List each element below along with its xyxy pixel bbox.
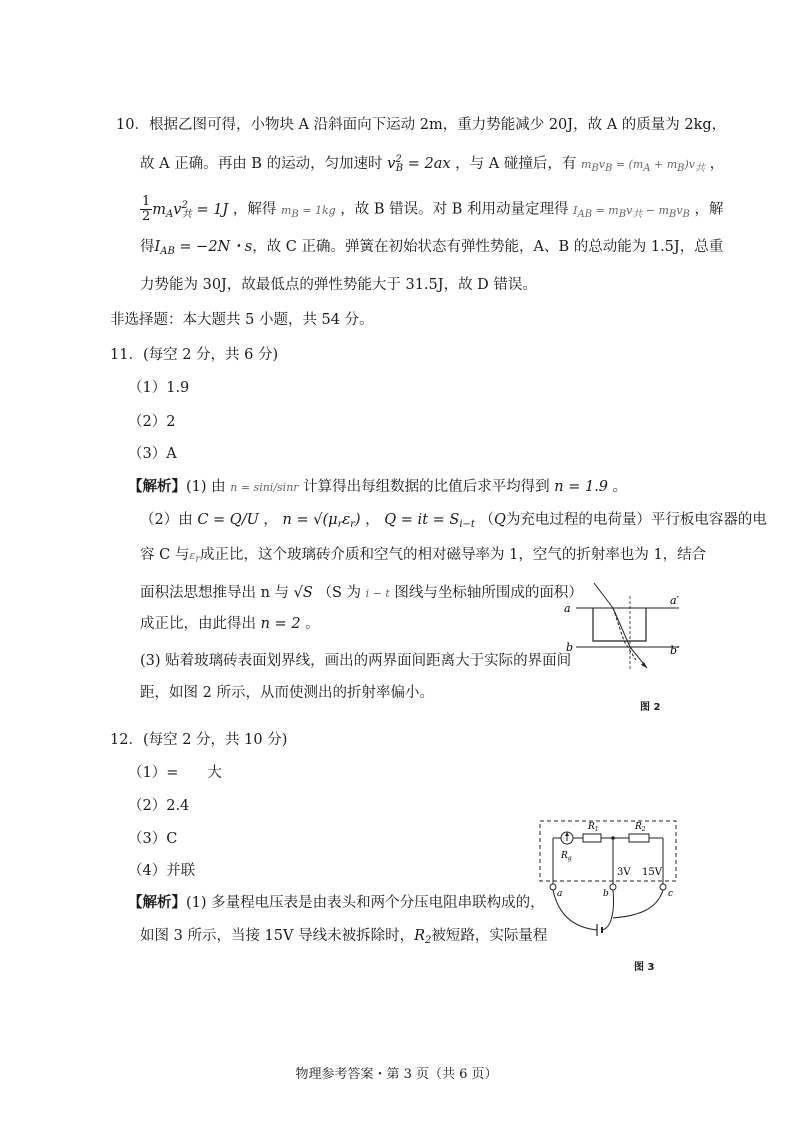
q12-answer-4: （4）并联 xyxy=(128,863,196,879)
q11-explain-4: 面积法思想推导出 n 与 √S （S 为 i − t 图线与坐标轴所围成的面积） xyxy=(140,585,583,601)
formula-momentum: mBvB = (mA + mB)v共 xyxy=(580,158,706,174)
formula-charge: Q = it = $S_{i-t}$ xyxy=(384,512,475,530)
svg-text:R2: $R_2$ xyxy=(635,822,646,833)
q12-answer-1: （1）= 大 xyxy=(128,765,222,781)
q10-line-2: 故 A 正确。再由 B 的运动，匀加速时 $v^2_B = 2ax$ ，与 A 碰撞后，有 mBvB = (mA + mB)v共 ， xyxy=(140,154,725,174)
figure-3-voltmeter-circuit xyxy=(537,818,683,943)
figure-3-caption: 图 3 xyxy=(634,962,655,973)
formula-v-squared: $v^2_B = 2ax$ xyxy=(387,154,451,174)
svg-text:a: a xyxy=(557,889,563,899)
q12-explain-1: 【解析】(1) 多量程电压表是由表头和两个分压电阻串联构成的， xyxy=(128,894,545,911)
q11-explain-2: （2）由 C = Q/U ， $n = √(\mu_r\varepsilon_r)$ ， Q = it = $S_{i-t}$ （Q为充电过程的电荷量）平行板电容器的电 xyxy=(140,512,767,530)
fraction-half: $\frac{1}{2}$ xyxy=(142,194,151,224)
symbol-epsilon: εr xyxy=(189,549,201,565)
q11-answer-2: （2）2 xyxy=(128,414,176,430)
q12-answer-3: （3）C xyxy=(128,831,178,847)
svg-text:Rg: $R_g$ xyxy=(561,851,572,862)
q11-explain-1: 【解析】(1) 由 n = sini/sinr 计算得出每组数据的比值后求平均得到 n = 1.9 。 xyxy=(128,478,628,495)
q12-title: 12．(每空 2 分，共 10 分) xyxy=(110,732,288,748)
q10-line-1: 10．根据乙图可得，小物块 A 沿斜面向下运动 2m，重力势能减少 20J，故 A 的质量为 2kg， xyxy=(116,117,727,133)
formula-kinetic: $m_Av^2_共 = 1J$ xyxy=(152,199,229,220)
svg-text:R1: $R_1$ xyxy=(588,822,599,833)
formula-n-equals-2: n = 2 xyxy=(260,616,301,632)
svg-text:a′: a′ xyxy=(670,594,680,607)
q12-explain-2: 如图 3 所示，当接 15V 导线未被拆除时，$R_2$被短路，实际量程 xyxy=(140,928,548,946)
formula-refraction: $n = √(\mu_r\varepsilon_r)$ xyxy=(282,512,361,530)
figure-2-caption: 图 2 xyxy=(640,702,661,713)
q11-explain-6: (3) 贴着玻璃砖表面划界线，画出的两界面间距离大于实际的界面间 xyxy=(140,653,572,669)
formula-sqrt-s: √S xyxy=(293,585,313,601)
q11-explain-3: 容 C 与εr成正比，这个玻璃砖介质和空气的相对磁导率为 1，空气的折射率也为 1，结合 xyxy=(140,547,707,565)
section-header: 非选择题：本大题共 5 小题，共 54 分。 xyxy=(110,312,374,328)
page-footer: 物理参考答案・第 3 页（共 6 页） xyxy=(295,1067,498,1082)
formula-impulse-value: $I_{AB} = -2N$・s xyxy=(154,239,253,257)
formula-mb: mB = 1kg xyxy=(280,203,336,220)
formula-snell: n = sini/sinr xyxy=(230,481,299,494)
svg-text:c: c xyxy=(668,889,674,899)
q12-answer-2: （2）2.4 xyxy=(128,798,190,814)
q10-line-3: $\frac{1}{2}$ $m_Av^2_共 = 1J$ ，解得 mB = 1kg ，故 B 错误。对 B 利用动量定理得 IAB = mBv共 − mBvB ，解 xyxy=(142,194,724,224)
formula-n-value: n = 1.9 xyxy=(554,479,609,495)
q10-line-5: 力势能为 30J，故最低点的弹性势能大于 31.5J，故 D 错误。 xyxy=(140,277,537,293)
q10-line-4: 得$I_{AB} = -2N$・s，故 C 正确。弹簧在初始状态有弹性势能，A、B 的总动能为 1.5J，总重 xyxy=(140,239,724,257)
formula-capacitance: C = Q/U xyxy=(197,512,259,528)
svg-text:15V: 15V xyxy=(642,867,662,878)
symbol-i-t: i − t xyxy=(365,587,390,600)
svg-text:3V: 3V xyxy=(617,867,631,878)
q11-explain-7: 距，如图 2 所示，从而使测出的折射率偏小。 xyxy=(140,685,434,701)
svg-text:a: a xyxy=(564,602,571,615)
svg-text:b′: b′ xyxy=(670,644,680,657)
formula-impulse: IAB = mBv共 − mBvB xyxy=(573,203,690,220)
svg-text:b: b xyxy=(603,889,609,899)
figure-2-glass-refraction xyxy=(564,578,684,688)
q11-answer-1: （1）1.9 xyxy=(128,380,190,396)
q11-title: 11．(每空 2 分，共 6 分) xyxy=(110,347,279,363)
q11-answer-3: （3）A xyxy=(128,446,177,462)
q11-explain-5: 成正比，由此得出 n = 2 。 xyxy=(140,616,320,632)
symbol-r2: $R_2$ xyxy=(414,928,432,946)
symbol-q: Q xyxy=(494,512,506,528)
svg-text:b: b xyxy=(566,641,574,654)
